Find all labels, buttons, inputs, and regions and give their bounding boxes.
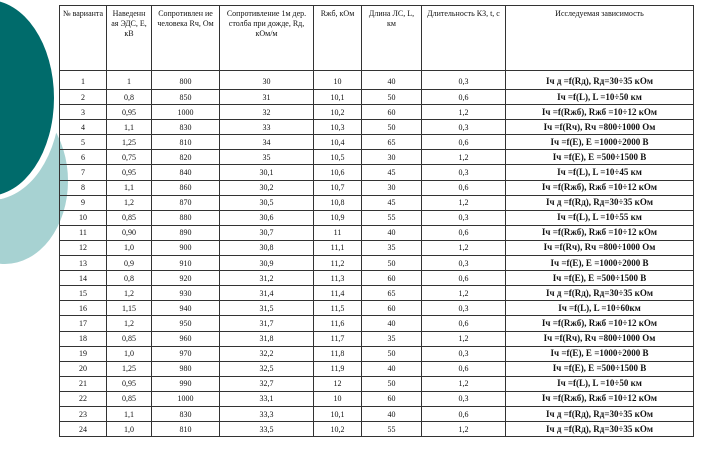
cell-dependency: Iч =f(L), L =10÷45 км (506, 165, 694, 180)
table-row (60, 286, 694, 301)
cell-fault-duration: 1,2 (422, 195, 506, 210)
cell-rzhb: 10,1 (314, 90, 362, 105)
table-row (60, 165, 694, 180)
cell-fault-duration: 1,2 (422, 150, 506, 165)
cell-pole-resistance: 30,7 (220, 225, 314, 240)
cell-human-resistance: 880 (152, 210, 220, 225)
cell-variant: 19 (60, 346, 107, 361)
header-human-resistance: Сопротивлен ие человека Rч, Ом (152, 6, 220, 71)
cell-variant: 14 (60, 271, 107, 286)
cell-dependency: Iч =f(L), L =10÷50 км (506, 90, 694, 105)
cell-variant: 22 (60, 391, 107, 406)
cell-rzhb: 10,8 (314, 195, 362, 210)
cell-rzhb: 12 (314, 376, 362, 391)
cell-rzhb: 11,1 (314, 240, 362, 255)
cell-pole-resistance: 35 (220, 150, 314, 165)
cell-human-resistance: 900 (152, 240, 220, 255)
cell-emf: 0,95 (107, 105, 152, 120)
cell-rzhb: 10,5 (314, 150, 362, 165)
cell-line-length: 60 (362, 301, 422, 316)
cell-rzhb: 10,6 (314, 165, 362, 180)
cell-human-resistance: 820 (152, 150, 220, 165)
cell-rzhb: 11,6 (314, 316, 362, 331)
table-row (60, 422, 694, 437)
cell-rzhb: 11 (314, 225, 362, 240)
cell-human-resistance: 840 (152, 165, 220, 180)
cell-rzhb: 11,3 (314, 271, 362, 286)
cell-rzhb: 10,3 (314, 120, 362, 135)
cell-line-length: 50 (362, 120, 422, 135)
cell-emf: 1,2 (107, 195, 152, 210)
cell-emf: 1,15 (107, 301, 152, 316)
cell-fault-duration: 0,6 (422, 406, 506, 421)
cell-variant: 8 (60, 180, 107, 195)
cell-pole-resistance: 33,3 (220, 406, 314, 421)
cell-fault-duration: 1,2 (422, 105, 506, 120)
cell-line-length: 60 (362, 271, 422, 286)
table-row (60, 240, 694, 255)
cell-rzhb: 11,9 (314, 361, 362, 376)
table-row (60, 406, 694, 421)
cell-line-length: 45 (362, 165, 422, 180)
header-emf: Наведенн ая ЭДС, Е, кВ (107, 6, 152, 71)
cell-human-resistance: 890 (152, 225, 220, 240)
cell-variant: 23 (60, 406, 107, 421)
cell-dependency: Iч =f(L), L =10÷50 км (506, 376, 694, 391)
cell-emf: 0,95 (107, 376, 152, 391)
cell-rzhb: 11,8 (314, 346, 362, 361)
cell-emf: 1,25 (107, 135, 152, 150)
cell-human-resistance: 860 (152, 180, 220, 195)
cell-emf: 1 (107, 71, 152, 90)
cell-variant: 20 (60, 361, 107, 376)
cell-pole-resistance: 31,4 (220, 286, 314, 301)
cell-variant: 10 (60, 210, 107, 225)
cell-pole-resistance: 30,9 (220, 256, 314, 271)
cell-human-resistance: 980 (152, 361, 220, 376)
cell-human-resistance: 970 (152, 346, 220, 361)
cell-line-length: 55 (362, 210, 422, 225)
cell-rzhb: 10,4 (314, 135, 362, 150)
cell-emf: 0,85 (107, 210, 152, 225)
cell-pole-resistance: 31,5 (220, 301, 314, 316)
cell-human-resistance: 1000 (152, 105, 220, 120)
cell-pole-resistance: 33,5 (220, 422, 314, 437)
variants-table (59, 5, 694, 437)
cell-human-resistance: 920 (152, 271, 220, 286)
cell-fault-duration: 0,3 (422, 210, 506, 225)
cell-fault-duration: 0,6 (422, 225, 506, 240)
cell-fault-duration: 0,6 (422, 90, 506, 105)
cell-human-resistance: 950 (152, 316, 220, 331)
cell-variant: 4 (60, 120, 107, 135)
cell-human-resistance: 990 (152, 376, 220, 391)
header-fault-duration: Длительность КЗ, t, с (422, 6, 506, 71)
cell-dependency: Iч =f(Rжб), Rжб =10÷12 кОм (506, 391, 694, 406)
table-row (60, 71, 694, 90)
table-row (60, 210, 694, 225)
cell-human-resistance: 810 (152, 135, 220, 150)
table-row (60, 180, 694, 195)
header-variant: № варианта (60, 6, 107, 71)
cell-variant: 6 (60, 150, 107, 165)
cell-line-length: 55 (362, 422, 422, 437)
header-line-length: Длина ЛС, L, км (362, 6, 422, 71)
cell-human-resistance: 910 (152, 256, 220, 271)
cell-fault-duration: 0,6 (422, 316, 506, 331)
cell-fault-duration: 0,6 (422, 135, 506, 150)
cell-pole-resistance: 31,2 (220, 271, 314, 286)
cell-human-resistance: 930 (152, 286, 220, 301)
table-row (60, 135, 694, 150)
table-row (60, 376, 694, 391)
cell-fault-duration: 0,3 (422, 391, 506, 406)
cell-emf: 1,25 (107, 361, 152, 376)
table-row (60, 301, 694, 316)
cell-fault-duration: 0,3 (422, 346, 506, 361)
cell-variant: 17 (60, 316, 107, 331)
table-body (60, 71, 694, 437)
cell-line-length: 40 (362, 71, 422, 90)
cell-rzhb: 10,9 (314, 210, 362, 225)
header-rzhb: Rжб, кОм (314, 6, 362, 71)
cell-pole-resistance: 30,1 (220, 165, 314, 180)
cell-rzhb: 11,2 (314, 256, 362, 271)
cell-emf: 0,85 (107, 391, 152, 406)
cell-line-length: 40 (362, 316, 422, 331)
cell-pole-resistance: 33 (220, 120, 314, 135)
cell-emf: 1,1 (107, 120, 152, 135)
cell-fault-duration: 1,2 (422, 286, 506, 301)
cell-pole-resistance: 30,2 (220, 180, 314, 195)
cell-line-length: 40 (362, 406, 422, 421)
cell-emf: 0,95 (107, 165, 152, 180)
cell-line-length: 60 (362, 105, 422, 120)
cell-pole-resistance: 30,5 (220, 195, 314, 210)
cell-pole-resistance: 32,7 (220, 376, 314, 391)
cell-rzhb: 11,5 (314, 301, 362, 316)
cell-variant: 24 (60, 422, 107, 437)
cell-human-resistance: 870 (152, 195, 220, 210)
cell-fault-duration: 0,3 (422, 165, 506, 180)
cell-dependency: Iч д =f(Rд), Rд=30÷35 кОм (506, 422, 694, 437)
cell-human-resistance: 850 (152, 90, 220, 105)
cell-variant: 3 (60, 105, 107, 120)
cell-variant: 15 (60, 286, 107, 301)
cell-fault-duration: 0,6 (422, 361, 506, 376)
cell-dependency: Iч д =f(Rд), Rд=30÷35 кОм (506, 71, 694, 90)
table-row (60, 271, 694, 286)
cell-emf: 1,0 (107, 240, 152, 255)
header-dependency: Исследуемая зависимость (506, 6, 694, 71)
cell-dependency: Iч =f(Rжб), Rжб =10÷12 кОм (506, 316, 694, 331)
cell-line-length: 35 (362, 240, 422, 255)
cell-pole-resistance: 32 (220, 105, 314, 120)
cell-fault-duration: 1,2 (422, 331, 506, 346)
cell-emf: 1,0 (107, 346, 152, 361)
cell-variant: 16 (60, 301, 107, 316)
cell-emf: 0,75 (107, 150, 152, 165)
cell-human-resistance: 800 (152, 71, 220, 90)
cell-variant: 1 (60, 71, 107, 90)
cell-line-length: 30 (362, 150, 422, 165)
table-row (60, 105, 694, 120)
cell-pole-resistance: 33,1 (220, 391, 314, 406)
cell-line-length: 40 (362, 225, 422, 240)
cell-dependency: Iч =f(L), L =10÷55 км (506, 210, 694, 225)
cell-line-length: 45 (362, 195, 422, 210)
cell-dependency: Iч =f(E), E =500÷1500 В (506, 361, 694, 376)
cell-rzhb: 11,4 (314, 286, 362, 301)
cell-rzhb: 10,1 (314, 406, 362, 421)
cell-line-length: 50 (362, 256, 422, 271)
cell-pole-resistance: 34 (220, 135, 314, 150)
cell-rzhb: 10,7 (314, 180, 362, 195)
cell-dependency: Iч =f(E), E =500÷1500 В (506, 150, 694, 165)
cell-rzhb: 10 (314, 391, 362, 406)
cell-pole-resistance: 31 (220, 90, 314, 105)
cell-fault-duration: 0,3 (422, 301, 506, 316)
cell-emf: 1,1 (107, 180, 152, 195)
cell-dependency: Iч =f(Rжб), Rжб =10÷12 кОм (506, 105, 694, 120)
cell-dependency: Iч =f(Rч), Rч =800÷1000 Ом (506, 240, 694, 255)
table-row (60, 120, 694, 135)
cell-pole-resistance: 31,8 (220, 331, 314, 346)
cell-dependency: Iч д =f(Rд), Rд=30÷35 кОм (506, 286, 694, 301)
cell-dependency: Iч =f(E), E =500÷1500 В (506, 271, 694, 286)
cell-fault-duration: 0,3 (422, 256, 506, 271)
cell-pole-resistance: 32,5 (220, 361, 314, 376)
cell-line-length: 40 (362, 361, 422, 376)
cell-line-length: 65 (362, 286, 422, 301)
cell-dependency: Iч =f(Rч), Rч =800÷1000 Ом (506, 331, 694, 346)
cell-dependency: Iч =f(Rжб), Rжб =10÷12 кОм (506, 225, 694, 240)
cell-human-resistance: 830 (152, 120, 220, 135)
cell-human-resistance: 1000 (152, 391, 220, 406)
cell-line-length: 30 (362, 180, 422, 195)
cell-rzhb: 11,7 (314, 331, 362, 346)
table-row (60, 256, 694, 271)
cell-variant: 2 (60, 90, 107, 105)
cell-human-resistance: 940 (152, 301, 220, 316)
cell-emf: 1,0 (107, 422, 152, 437)
table-row (60, 225, 694, 240)
cell-pole-resistance: 32,2 (220, 346, 314, 361)
cell-variant: 9 (60, 195, 107, 210)
cell-pole-resistance: 30 (220, 71, 314, 90)
cell-dependency: Iч =f(L), L =10÷60км (506, 301, 694, 316)
cell-variant: 12 (60, 240, 107, 255)
cell-variant: 5 (60, 135, 107, 150)
table-row (60, 195, 694, 210)
cell-line-length: 50 (362, 90, 422, 105)
cell-line-length: 60 (362, 391, 422, 406)
header-pole-resistance: Сопротивление 1м дер. столба при дожде, Rд, кОм/м (220, 6, 314, 71)
table-header-row (60, 6, 694, 71)
cell-pole-resistance: 30,6 (220, 210, 314, 225)
cell-variant: 13 (60, 256, 107, 271)
cell-line-length: 65 (362, 135, 422, 150)
cell-dependency: Iч =f(Rжб), Rжб =10÷12 кОм (506, 180, 694, 195)
cell-emf: 0,8 (107, 90, 152, 105)
cell-rzhb: 10 (314, 71, 362, 90)
cell-human-resistance: 810 (152, 422, 220, 437)
cell-variant: 7 (60, 165, 107, 180)
table-row (60, 361, 694, 376)
table-row (60, 331, 694, 346)
table-row (60, 90, 694, 105)
table-row (60, 316, 694, 331)
cell-dependency: Iч д =f(Rд), Rд=30÷35 кОм (506, 195, 694, 210)
cell-dependency: Iч =f(E), E =1000÷2000 В (506, 135, 694, 150)
cell-emf: 1,2 (107, 286, 152, 301)
cell-variant: 11 (60, 225, 107, 240)
cell-human-resistance: 960 (152, 331, 220, 346)
cell-variant: 21 (60, 376, 107, 391)
cell-fault-duration: 0,6 (422, 271, 506, 286)
cell-emf: 0,90 (107, 225, 152, 240)
cell-line-length: 50 (362, 346, 422, 361)
cell-pole-resistance: 30,8 (220, 240, 314, 255)
cell-emf: 1,1 (107, 406, 152, 421)
table-row (60, 391, 694, 406)
cell-pole-resistance: 31,7 (220, 316, 314, 331)
cell-emf: 1,2 (107, 316, 152, 331)
cell-dependency: Iч =f(E), E =1000÷2000 В (506, 346, 694, 361)
cell-fault-duration: 1,2 (422, 240, 506, 255)
cell-dependency: Iч =f(E), E =1000÷2000 В (506, 256, 694, 271)
cell-human-resistance: 830 (152, 406, 220, 421)
cell-line-length: 35 (362, 331, 422, 346)
table-row (60, 150, 694, 165)
cell-fault-duration: 0,3 (422, 120, 506, 135)
cell-fault-duration: 1,2 (422, 376, 506, 391)
cell-variant: 18 (60, 331, 107, 346)
cell-emf: 0,9 (107, 256, 152, 271)
cell-rzhb: 10,2 (314, 105, 362, 120)
cell-rzhb: 10,2 (314, 422, 362, 437)
cell-fault-duration: 1,2 (422, 422, 506, 437)
cell-emf: 0,8 (107, 271, 152, 286)
cell-emf: 0,85 (107, 331, 152, 346)
cell-fault-duration: 0,6 (422, 180, 506, 195)
cell-fault-duration: 0,3 (422, 71, 506, 90)
cell-line-length: 50 (362, 376, 422, 391)
cell-dependency: Iч д =f(Rд), Rд=30÷35 кОм (506, 406, 694, 421)
table-row (60, 346, 694, 361)
cell-dependency: Iч =f(Rч), Rч =800÷1000 Ом (506, 120, 694, 135)
